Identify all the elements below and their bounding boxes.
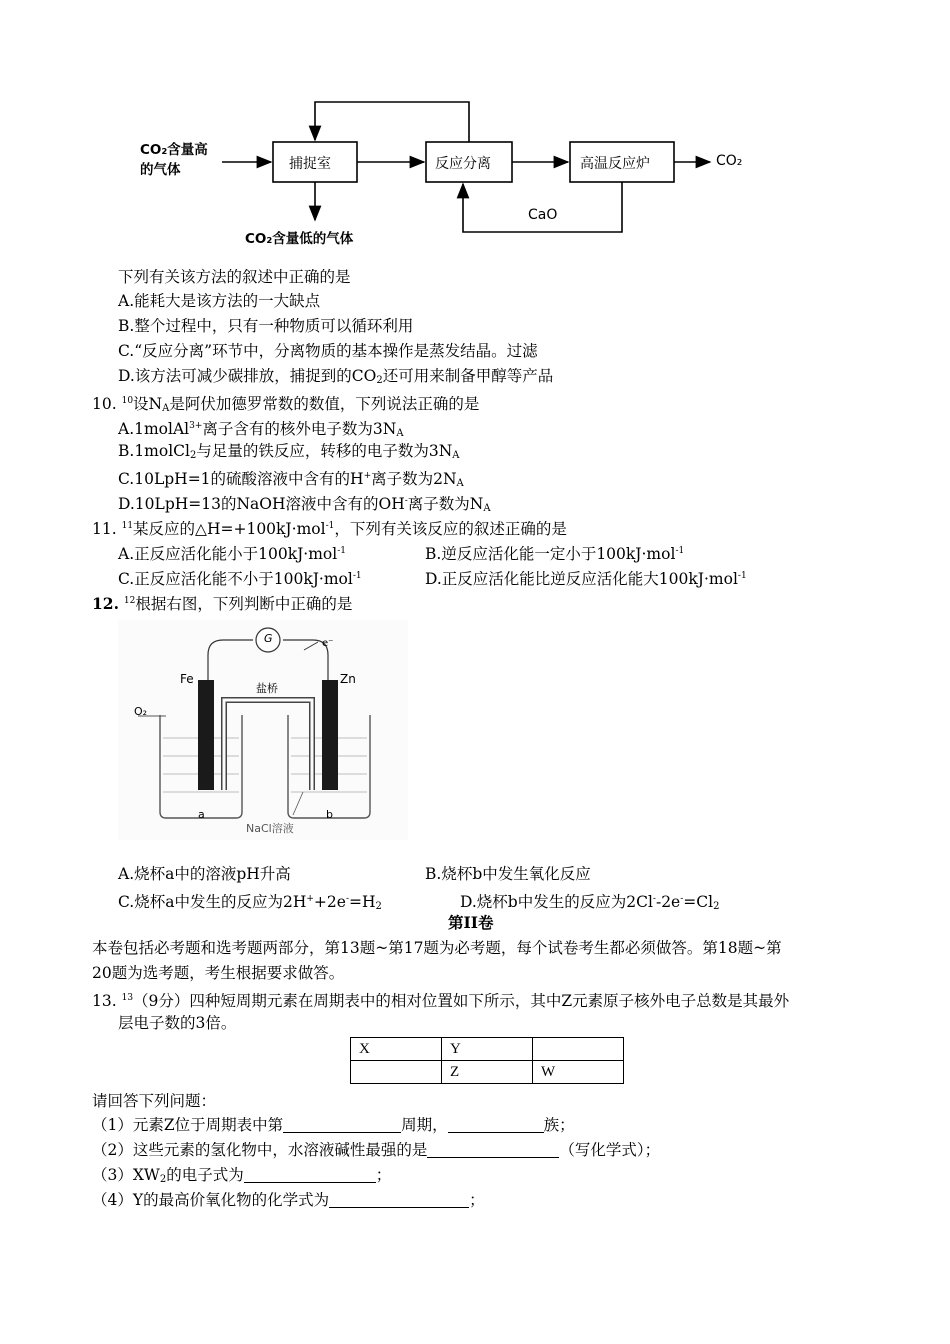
beaker-a-label: a <box>198 808 205 821</box>
q10-c-4: A <box>456 478 464 489</box>
arrow-separation-back-to-capture <box>315 102 469 142</box>
q12-option-b: B.烧杯b中发生氧化反应 <box>425 865 591 883</box>
q9-option-c: C.“反应分离”环节中，分离物质的基本操作是蒸发结晶。过滤 <box>118 342 538 360</box>
q12-c-3: +2e <box>313 893 346 911</box>
q13-s1-text3: 族； <box>543 1116 575 1134</box>
q11-option-b <box>425 540 684 565</box>
salt-bridge-label: 盐桥 <box>256 682 278 695</box>
q12-c-4: - <box>345 894 349 904</box>
answer-blank-oxide[interactable] <box>329 1191 469 1208</box>
furnace-label: 高温反应炉 <box>580 156 650 172</box>
q13-s3-text: （3）XW <box>92 1166 160 1184</box>
electron-label: e⁻ <box>322 638 334 649</box>
q12-d-5: =Cl <box>683 893 714 911</box>
q11-stem-3: ，下列有关该反应的叙述正确的是 <box>334 520 567 538</box>
q10-a-2: 3+ <box>189 421 203 431</box>
q11-stem-2: -1 <box>325 521 335 531</box>
q13-ref: 13 <box>121 993 134 1003</box>
answer-blank-hydride[interactable] <box>427 1141 559 1158</box>
q13-sub2 <box>92 1139 660 1161</box>
q10-a-4: A <box>396 428 404 439</box>
q13-s2-text2: （写化学式）； <box>559 1141 661 1159</box>
galvanometer-label: G <box>264 632 273 645</box>
q13-sub1 <box>92 1114 575 1136</box>
beaker-b-label: b <box>326 808 333 821</box>
table-cell: X <box>351 1038 442 1061</box>
zn-electrode <box>322 680 338 790</box>
q12-ref: 12 <box>123 596 136 606</box>
q12-stem <box>92 590 352 615</box>
q10-option-b <box>118 440 460 467</box>
q13-s2-text: （2）这些元素的氢化物中，水溶液碱性最强的是 <box>92 1141 428 1159</box>
fe-electrode <box>198 680 214 790</box>
q13-s3-text3: ； <box>375 1166 392 1184</box>
q11-c-1: C.正反应活化能不小于100kJ·mol <box>118 570 353 588</box>
q12-number: 12. <box>92 594 119 613</box>
q10-b-4: A <box>452 450 460 461</box>
q10-c-3: 离子数为2N <box>371 470 457 488</box>
q13-s4-text: （4）Y的最高价氧化物的化学式为 <box>92 1191 330 1209</box>
periodic-position-table <box>350 1037 624 1084</box>
part2-title: 第II卷 <box>448 913 494 932</box>
q11-option-a <box>118 540 346 565</box>
nacl-solution-label: NaCl溶液 <box>246 822 294 835</box>
q11-a-2: -1 <box>337 546 347 556</box>
q13-stem-text: （9分）四种短周期元素在周期表中的相对位置如下所示，其中Z元素原子核外电子总数是其最外 <box>133 992 790 1010</box>
q11-stem-1: 某反应的△H=+100kJ·mol <box>133 520 326 538</box>
q13-s1-text: （1）元素Z位于周期表中第 <box>92 1116 284 1134</box>
answer-blank-group[interactable] <box>448 1116 544 1133</box>
q13-s1-text2: 周期， <box>401 1116 448 1134</box>
q9-option-b: B.整个过程中，只有一种物质可以循环利用 <box>118 317 414 335</box>
q12-option-a: A.烧杯a中的溶液pH升高 <box>118 865 291 883</box>
table-cell: W <box>533 1061 624 1084</box>
q9-stem: 下列有关该方法的叙述中正确的是 <box>118 268 351 286</box>
part2-intro-line2: 20题为选考题，考生根据要求做答。 <box>92 964 345 982</box>
q10-d-4: A <box>483 503 491 514</box>
co2-capture-flow-diagram <box>130 90 770 260</box>
input-gas-label <box>140 140 208 180</box>
q11-b-1: B.逆反应活化能一定小于100kJ·mol <box>425 545 676 563</box>
q10-b-3: 与足量的铁反应，转移的电子数为3N <box>196 442 453 460</box>
q12-c-1: C.烧杯a中发生的反应为2H <box>118 893 307 911</box>
part2-intro-line1: 本卷包括必考题和选考题两部分，第13题~第17题为必考题，每个试卷考生都必须做答。第18题~第 <box>92 939 782 957</box>
q13-sub4 <box>92 1189 485 1211</box>
q13-stem <box>92 987 789 1012</box>
q11-ref: 11 <box>121 521 134 531</box>
q9-option-d <box>118 365 553 392</box>
q13-s4-text2: ； <box>469 1191 485 1209</box>
q11-a-1: A.正反应活化能小于100kJ·mol <box>118 545 338 563</box>
q11-b-2: -1 <box>675 546 685 556</box>
q13-s3-text2: 的电子式为 <box>166 1166 244 1184</box>
q11-option-c <box>118 565 362 590</box>
table-cell <box>533 1038 624 1061</box>
input-gas-line2: 的气体 <box>140 162 181 178</box>
q9-d-text2: 还可用来制备甲醇等产品 <box>382 367 554 385</box>
q11-d-2: -1 <box>737 571 747 581</box>
q12-c-5: =H <box>348 893 376 911</box>
q11-d-1: D.正反应活化能比逆反应活化能大100kJ·mol <box>425 570 738 588</box>
q10-a-1: A.1molAl <box>118 420 190 438</box>
q9-option-a: A.能耗大是该方法的一大缺点 <box>118 292 321 310</box>
q12-stem-text: 根据右图，下列判断中正确的是 <box>135 595 353 613</box>
q12-c-2: + <box>306 894 314 904</box>
table-cell <box>351 1061 442 1084</box>
reaction-separation-label: 反应分离 <box>435 156 491 172</box>
input-gas-line1: CO₂含量高 <box>140 142 208 158</box>
low-co2-gas-label: CO₂含量低的气体 <box>245 231 354 247</box>
q12-d-4: - <box>680 894 684 904</box>
cao-label: CaO <box>528 207 558 223</box>
table-cell: Y <box>442 1038 533 1061</box>
table-row <box>351 1038 624 1061</box>
q10-c-2: + <box>363 471 372 481</box>
q13-sub3 <box>92 1164 391 1191</box>
q12-d-2: - <box>652 894 656 904</box>
q10-c-1: C.10LpH=1的硫酸溶液中含有的H <box>118 470 364 488</box>
q10-stem-sub: A <box>162 403 170 414</box>
q11-number: 11. <box>92 520 117 538</box>
q12-d-3: -2e <box>655 893 681 911</box>
zn-label: Zn <box>340 672 356 686</box>
q10-stem-text2: 是阿伏加德罗常数的数值，下列说法正确的是 <box>169 395 480 413</box>
q10-d-2: - <box>404 496 408 506</box>
q13-s3-sub: 2 <box>159 1174 167 1185</box>
answer-blank-period[interactable] <box>283 1116 401 1133</box>
co2-output-label: CO₂ <box>716 153 743 169</box>
q9-d-text: D.该方法可减少碳排放，捕捉到的CO <box>118 367 377 385</box>
q10-d-1: D.10LpH=13的NaOH溶液中含有的OH <box>118 495 405 513</box>
o2-label: O₂ <box>134 705 148 718</box>
q10-ref: 10 <box>121 396 134 406</box>
answer-blank-electron-formula[interactable] <box>244 1166 376 1183</box>
galvanic-cell-diagram <box>118 620 408 840</box>
table-row <box>351 1061 624 1084</box>
fe-label: Fe <box>180 672 194 686</box>
table-cell: Z <box>442 1061 533 1084</box>
q10-b-1: B.1molCl <box>118 442 190 460</box>
q10-number: 10. <box>92 395 117 413</box>
q13-stem-line2: 层电子数的3倍。 <box>118 1014 237 1032</box>
q12-d-6: 2 <box>713 901 720 912</box>
capture-room-label: 捕捉室 <box>289 156 331 172</box>
q10-d-3: 离子数为N <box>407 495 484 513</box>
q12-d-1: D.烧杯b中发生的反应为2Cl <box>460 893 653 911</box>
q10-a-3: 离子含有的核外电子数为3N <box>202 420 397 438</box>
q12-option-d <box>460 888 719 918</box>
q10-stem-text: 设N <box>133 395 163 413</box>
q12-option-c <box>118 888 382 918</box>
q13-number: 13. <box>92 992 117 1010</box>
q11-stem <box>92 515 567 540</box>
q11-option-d <box>425 565 747 590</box>
q9-d-sub: 2 <box>376 375 383 386</box>
q10-b-2: 2 <box>189 450 197 461</box>
q13-prompt: 请回答下列问题： <box>92 1092 217 1110</box>
q11-c-2: -1 <box>352 571 362 581</box>
q12-c-6: 2 <box>375 901 382 912</box>
